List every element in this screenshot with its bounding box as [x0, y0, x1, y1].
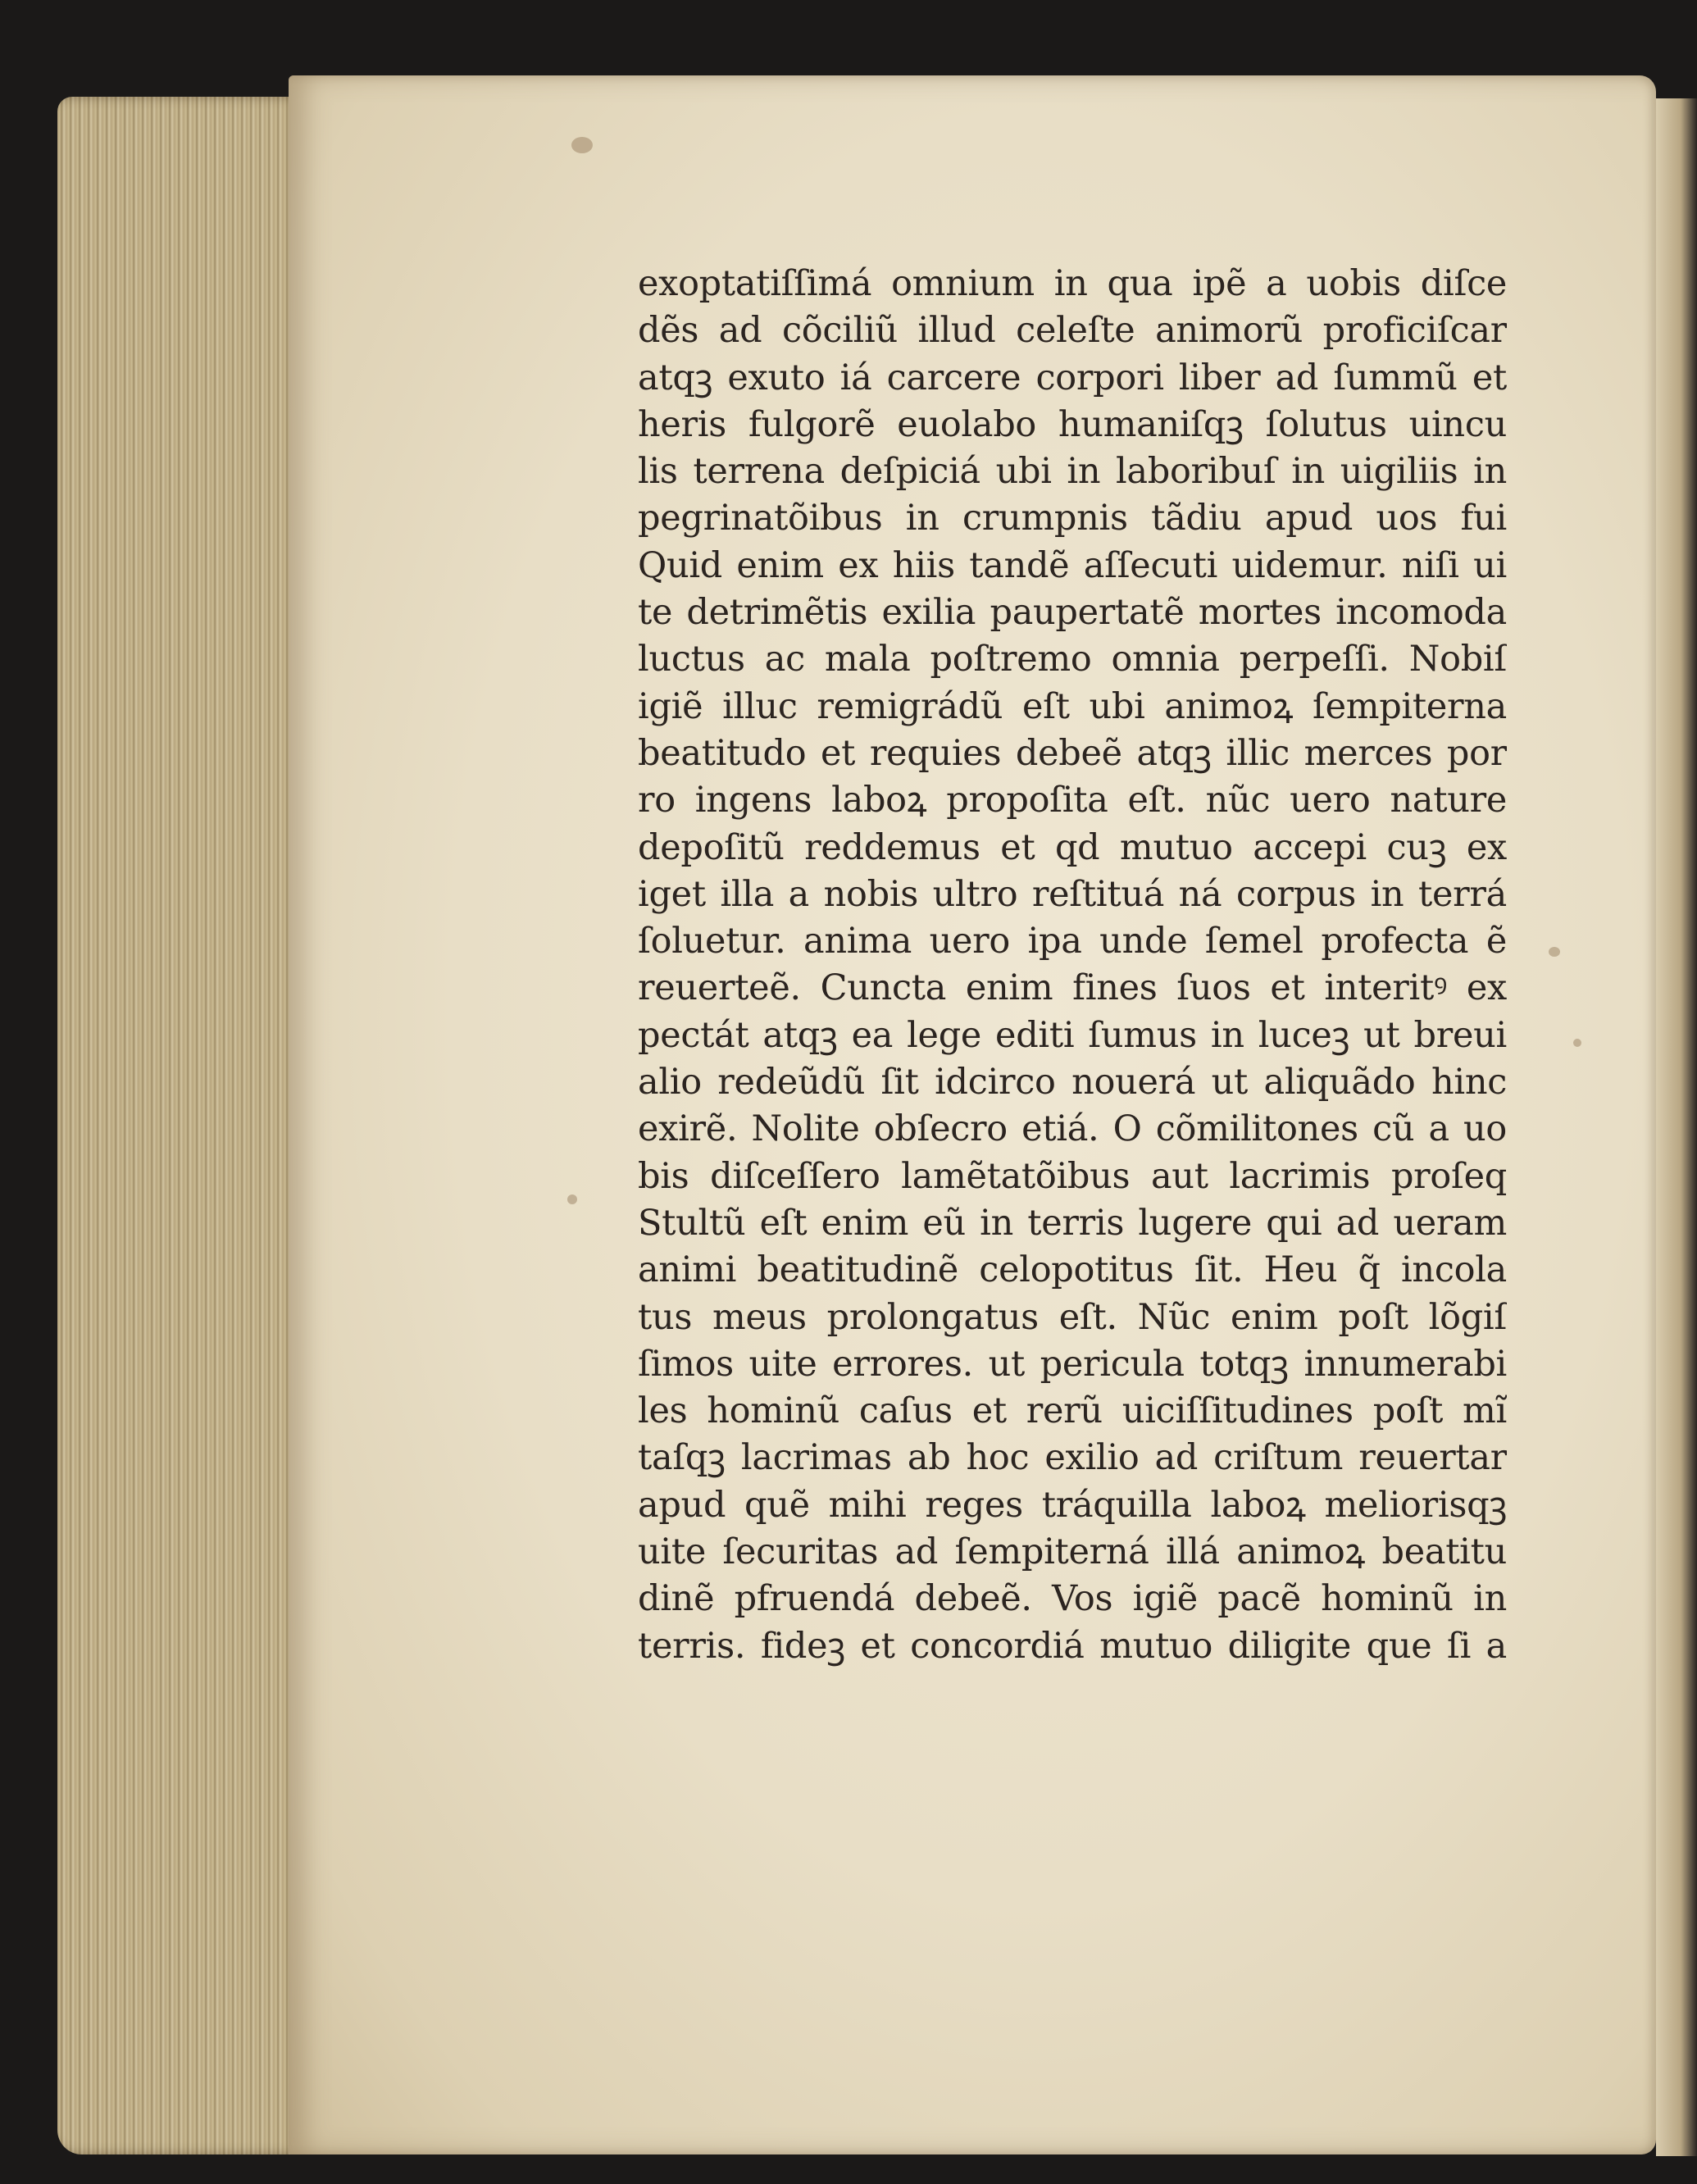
text-line: lis terrena deſpiciá ubi in laboribuſ in uigiliis in — [638, 451, 1507, 493]
text-line: reuerteẽ. Cuncta enim fines ſuos et interitꝰ ex — [638, 967, 1507, 1009]
text-line: igiẽ illuc remigrádũ eſt ubi animoꝝ ſempiterna — [638, 685, 1507, 727]
text-line: exoptatiſſimá omnium in qua ipẽ a uobis diſce — [638, 263, 1507, 304]
text-line: dinẽ pfruendá debeẽ. Vos igiẽ pacẽ hominũ in — [638, 1578, 1507, 1620]
text-line: pectát atqꝫ ea lege editi ſumus in luceꝫ ut breui — [638, 1014, 1507, 1056]
text-line: exirẽ. Nolite obſecro etiá. O cõmilitones cũ a uo — [638, 1108, 1507, 1150]
text-line: Quid enim ex hiis tandẽ aſſecuti uidemur. niſi ui — [638, 544, 1507, 586]
stain-spot — [571, 137, 593, 153]
text-line: te detrimẽtis exilia paupertatẽ mortes incomoda — [638, 592, 1507, 634]
stain-spot — [1573, 1039, 1581, 1047]
text-line: iget illa a nobis ultro reſtituá ná corpus in terrá — [638, 873, 1507, 915]
stain-spot — [567, 1194, 577, 1204]
text-line: pegrinatõibus in crumpnis tãdiu apud uos fui — [638, 498, 1507, 539]
text-line: les hominũ caſus et rerũ uiciſſitudines poſt mĩ — [638, 1390, 1507, 1432]
text-line: heris fulgorẽ euolabo humaniſqꝫ ſolutus uincu — [638, 403, 1507, 445]
text-line: ſoluetur. anima uero ipa unde ſemel profecta ẽ — [638, 921, 1507, 962]
text-line: taſqꝫ lacrimas ab hoc exilio ad criſtum reuertar — [638, 1437, 1507, 1479]
stain-spot — [1549, 947, 1560, 957]
incunabulum-text-block — [638, 261, 1507, 1670]
text-line: uite ſecuritas ad ſempiterná illá animoꝝ beatitu — [638, 1531, 1507, 1573]
text-line: dẽs ad cõciliũ illud celeſte animorũ proficiſcar — [638, 310, 1507, 352]
next-page-edge — [1656, 98, 1697, 2156]
text-line: ſimos uite errores. ut pericula totqꝫ innumerabi — [638, 1343, 1507, 1385]
text-line: depoſitũ reddemus et qd mutuo accepi cuꝫ ex — [638, 826, 1507, 868]
text-line: Stultũ eſt enim eũ in terris lugere qui ad ueram — [638, 1202, 1507, 1244]
book-page-edges — [57, 97, 303, 2154]
text-line: ro ingens laboꝝ propoſita eſt. nũc uero nature — [638, 780, 1507, 821]
text-line: alio redeũdũ ſit idcirco nouerá ut aliquãdo hinc — [638, 1062, 1507, 1103]
text-line: atqꝫ exuto iá carcere corpori liber ad ſummũ et — [638, 357, 1507, 398]
text-line: tus meus prolongatus eſt. Nũc enim poſt lõgiſ — [638, 1296, 1507, 1338]
text-line: bis diſceſſero lamẽtatõibus aut lacrimis proſeq — [638, 1155, 1507, 1197]
text-line: beatitudo et requies debeẽ atqꝫ illic merces por — [638, 732, 1507, 774]
text-line: animi beatitudinẽ celopotitus ſit. Heu q̃ incola — [638, 1249, 1507, 1291]
text-line: apud quẽ mihi reges tráquilla laboꝝ meliorisqꝫ — [638, 1484, 1507, 1526]
text-line: luctus ac mala poſtremo omnia perpeſſi. Nobiſ — [638, 639, 1507, 680]
text-line: terris. fideꝫ et concordiá mutuo diligite que ſi a — [638, 1625, 1507, 1667]
